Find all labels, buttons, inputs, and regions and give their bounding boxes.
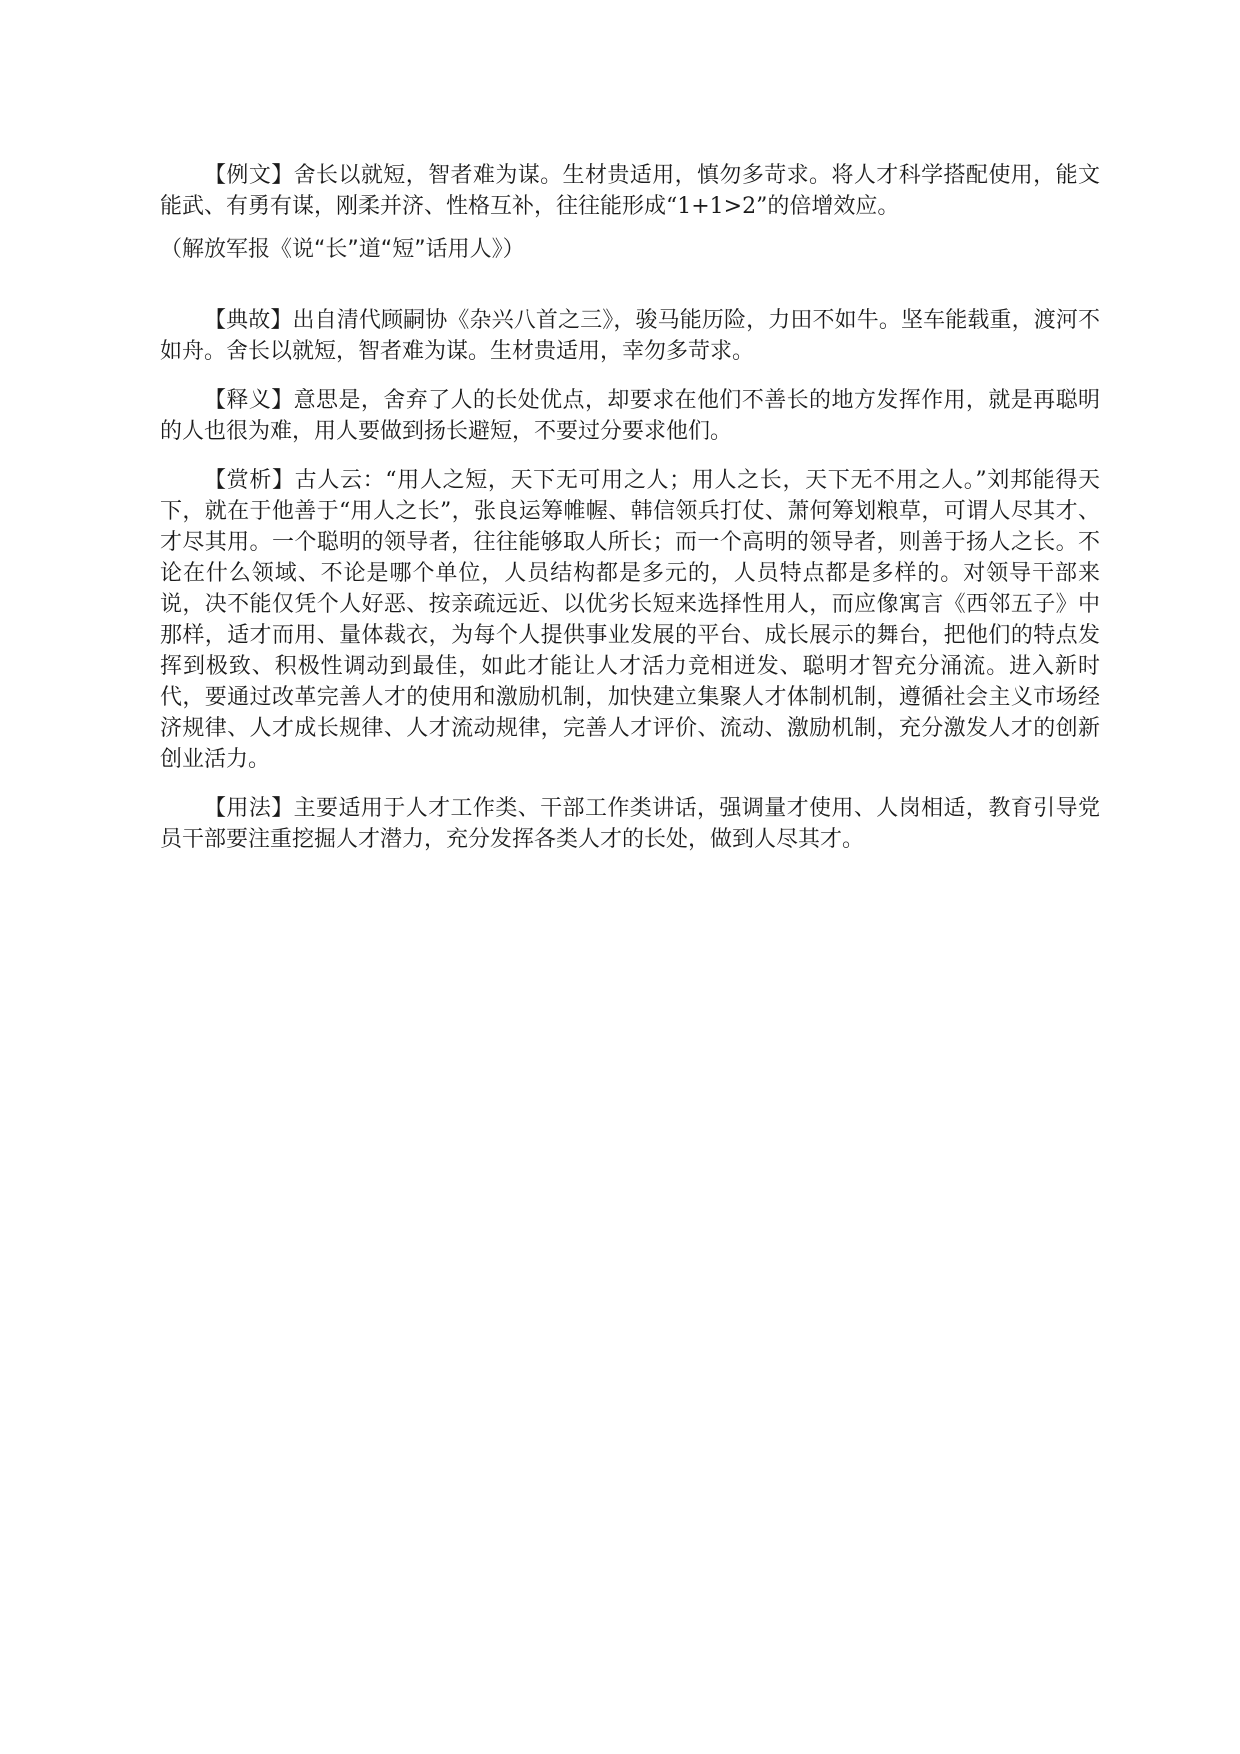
appreciation-paragraph [160, 465, 1100, 775]
allusion-text: 出自清代顾嗣协《杂兴八首之三》，骏马能历险，力田不如牛。坚车能载重，渡河不如舟。舍长以就短，智者难为谋。生材贵适用，幸勿多苛求。 [160, 308, 1100, 364]
usage-paragraph [160, 793, 1100, 855]
allusion-label: 【典故】 [204, 308, 293, 333]
appreciation-label: 【赏析】 [204, 468, 295, 493]
example-label: 【例文】 [204, 163, 294, 188]
appreciation-text: 古人云：“用人之短，天下无可用之人；用人之长，天下无不用之人。”刘邦能得天下，就在于他善于“用人之长”，张良运筹帷幄、韩信领兵打仗、萧何筹划粮草，可谓人尽其才、才尽其用。一个聪明的领导者，往往能够取人所长；而一个高明的领导者，则善于扬人之长。不论在什么领域、不论是哪个单位，人员结构都是多元的，人员特点都是多样的。对领导干部来说，决不能仅凭个人好恶、按亲疏远近、以优劣长短来选择性用人，而应像寓言《西邻五子》中那样，适才而用、量体裁衣，为每个人提供事业发展的平台、成长展示的舞台，把他们的特点发挥到极致、积极性调动到最佳，如此才能让人才活力竞相迸发、聪明才智充分涌流。进入新时代，要通过改革完善人才的使用和激励机制，加快建立集聚人才体制机制，遵循社会主义市场经济规律、人才成长规律、人才流动规律，完善人才评价、流动、激励机制，充分激发人才的创新创业活力。 [160, 468, 1100, 772]
usage-text: 主要适用于人才工作类、干部工作类讲话，强调量才使用、人岗相适，教育引导党员干部要注重挖掘人才潜力，充分发挥各类人才的长处，做到人尽其才。 [160, 796, 1100, 852]
usage-label: 【用法】 [204, 796, 294, 821]
meaning-label: 【释义】 [204, 388, 294, 413]
document-page [160, 160, 1100, 855]
example-text: 舍长以就短，智者难为谋。生材贵适用，慎勿多苛求。将人才科学搭配使用，能文能武、有勇有谋，刚柔并济、性格互补，往往能形成“1+1>2”的倍增效应。 [160, 163, 1100, 219]
allusion-paragraph [160, 305, 1100, 367]
example-paragraph [160, 160, 1100, 222]
meaning-text: 意思是，舍弃了人的长处优点，却要求在他们不善长的地方发挥作用，就是再聪明的人也很为难，用人要做到扬长避短，不要过分要求他们。 [160, 388, 1100, 444]
example-source: （解放军报《说“长”道“短”话用人》） [160, 237, 525, 262]
meaning-paragraph [160, 385, 1100, 447]
